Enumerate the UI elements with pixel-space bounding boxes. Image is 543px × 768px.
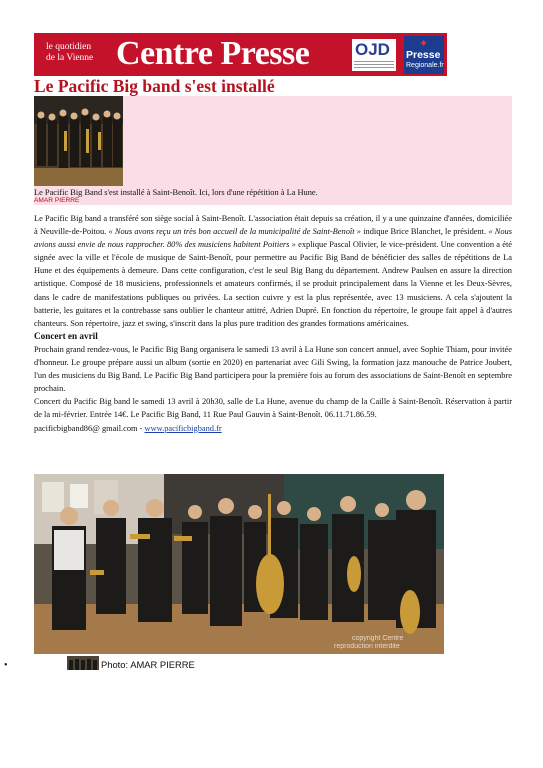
- lead-thumbnail-image[interactable]: [34, 96, 123, 186]
- ojd-letters: OJD: [355, 40, 390, 59]
- quote-2: « Nous avions aussi envie de nous rapprocher. 80% des musiciens habitent Poitiers »: [34, 227, 512, 250]
- list-bullet: •: [4, 660, 8, 671]
- contact-email: pacificbigband86@ gmail.com -: [34, 423, 145, 433]
- ojd-rule: [354, 61, 394, 62]
- photo-watermark-1: copyright Centre: [352, 635, 404, 642]
- ojd-rule: [354, 67, 394, 68]
- article-title: Le Pacific Big band s'est installé: [34, 76, 275, 96]
- paragraph-1-part-a: Le Pacific Big band a transféré son siège social à Saint-Benoît. L'association était depuis sa création, il y a une quinzaine d'années, domiciliée à Neuville-de-Poitou.: [34, 214, 512, 237]
- tagline-line-1: le quotidien: [46, 42, 92, 52]
- masthead-tagline: [46, 42, 93, 64]
- paragraph-1-part-c: explique Pascal Olivier, le vice-président. Une convention a été signée avec la ville et l'école de musique de Saint-Benoît, pour permettre au Pacific Big Band de bénéficier des salles de répétitions de La Hune et des équipements à demeure. Dans cette configuration, c'est le seul Big Bang du département. Andrew Paulsen en assure la direction artistique. Composé de 18 musiciens, professionnels et amateurs confirmés, il se produit principalement dans la Vienne et les Deux-Sèvres, dans le cadre de manifestations publiques ou privées. La section cuivre y est la plus représentée, avec 13 musiciens. A cela s'ajoutent la batterie, les guitares et la contrebasse sans oublier le chanteur attitré, Adrien Dupré. En fonction du répertoire, le groupe fait appel à d'autres chanteurs. Son répertoire, jazz et swing, s'inscrit dans la plus pure tradition des grandes formations américaines.: [34, 240, 513, 328]
- brand-logo[interactable]: Centre Presse: [116, 35, 310, 72]
- band-photo[interactable]: [34, 474, 444, 654]
- paragraph-1: [34, 212, 512, 330]
- photo-watermark-2: reproduction interdite: [334, 643, 400, 650]
- regional-line-1: Presse: [406, 49, 441, 61]
- star-icon: ✦: [419, 38, 429, 50]
- article-body: [34, 212, 512, 435]
- presse-regionale-logo[interactable]: [404, 36, 444, 74]
- masthead-banner: [34, 33, 447, 76]
- photo-caption: Le Pacific Big Band s'est installé à Saint-Benoît. Ici, lors d'une répétition à La Hune.: [34, 188, 318, 197]
- contact-line: [34, 422, 512, 435]
- paragraph-3: Concert du Pacific Big band le samedi 13 avril à 20h30, salle de La Hune, avenue du champ de la Caille à Saint-Benoît. Réservation à partir de la mi-février. Entrée 14€. Le Pacific Big Band, 11 Rue Paul Gauvin à Saint-Benoît. 06.11.71.86.59.: [34, 397, 512, 420]
- small-photo-thumbnail[interactable]: [67, 656, 99, 670]
- quote-1: « Nous avons reçu un très bon accueil de la municipalité de Saint-Benoît »: [108, 227, 361, 237]
- paragraph-2: Prochain grand rendez-vous, le Pacific Big Bang organisera le samedi 13 avril à La Hune son concert annuel, avec Sophie Thiam, pour invitée d'honneur. Le groupe prépare aussi un album (sortie en 2020) en partenariat avec Gili Swing, la formation jazz manouche de Patrice Joubert, l'un des musiciens du Big Band. Le Pacific Big Band participera pour la première fois au forum des associations de Saint-Benoît en septembre prochain.: [34, 344, 512, 394]
- paragraph-1-part-b: indique Brice Blanchet, le président.: [360, 227, 489, 237]
- tagline-line-2: de la Vienne: [46, 53, 94, 63]
- ojd-rule: [354, 64, 394, 65]
- subheading: Concert en avril: [34, 330, 98, 341]
- ojd-logo: [352, 39, 396, 71]
- photo-credit: Photo: AMAR PIERRE: [101, 659, 195, 670]
- regional-line-2: Regionale.fr: [406, 62, 444, 69]
- website-link[interactable]: www.pacificbigband.fr: [144, 423, 222, 433]
- author-credit: AMAR PIERRE: [34, 197, 80, 204]
